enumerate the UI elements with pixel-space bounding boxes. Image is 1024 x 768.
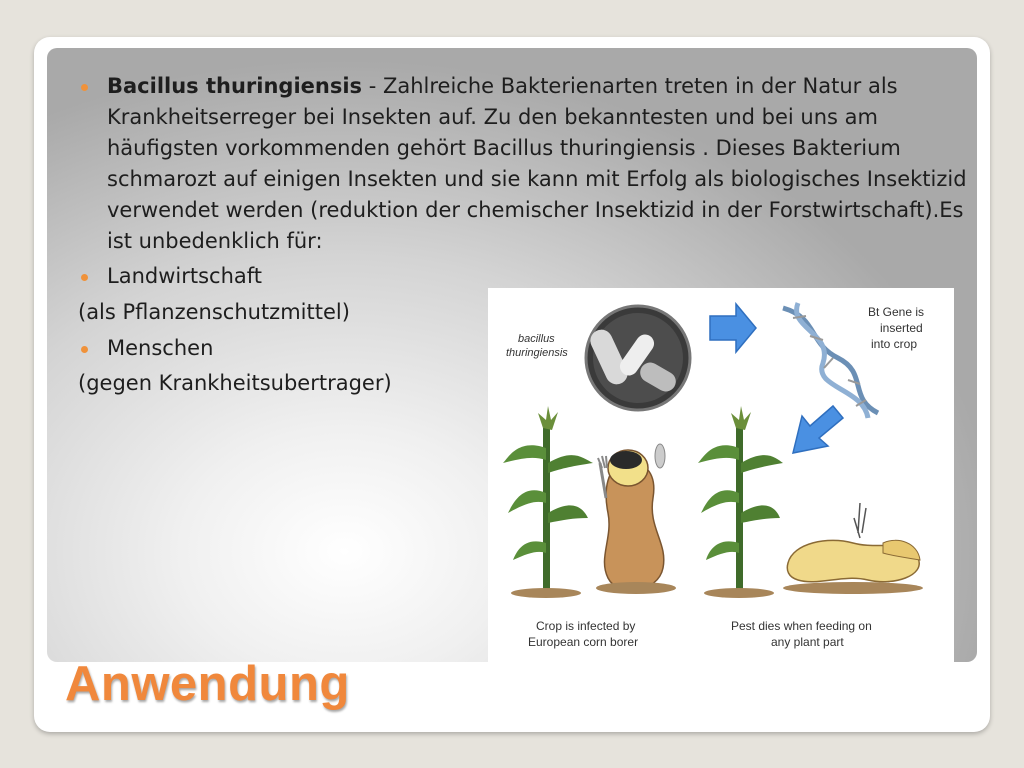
- dna-helix-icon: [783, 303, 878, 418]
- bullet-dot-icon: [81, 84, 88, 91]
- bullet-dot-icon: [81, 346, 88, 353]
- bullet-label: Menschen: [107, 336, 214, 360]
- sub-note-krankheit: (gegen Krankheitsubertrager): [78, 371, 392, 395]
- caption-left-line1: Crop is infected by: [536, 619, 636, 633]
- bullet-description: - Zahlreiche Bakterienarten treten in der Natur als Krankheitserreger bei Insekten auf. Zu den bekanntesten und bei uns am häufigsten vorkommenden gehört Bacillus thuringiensis . Dieses Bakterium schmarozt auf einigen Insekten und sie kann mit Erfolg als biologisches Insektizid verwendet werden (reduktion der chemischer Insektizid in der Forstwirtschaft).Es ist unbedenklich für:: [107, 74, 967, 253]
- caption-right-line1: Pest dies when feeding on: [731, 619, 872, 633]
- corn-plant-icon: [698, 406, 783, 598]
- sub-note-pflanzenschutz: (als Pflanzenschutzmittel): [78, 300, 350, 324]
- caption-right-line2: any plant part: [771, 635, 844, 649]
- caption-left-line2: European corn borer: [528, 635, 639, 649]
- gene-label-line2: inserted: [880, 321, 923, 335]
- bacillus-label-line2: thuringiensis: [506, 347, 568, 359]
- bullet-dot-icon: [81, 274, 88, 281]
- gene-label-line3: into crop: [871, 337, 918, 351]
- arrow-down-left-icon: [793, 406, 843, 453]
- corn-plant-icon: [503, 406, 593, 598]
- dead-larva-icon: [783, 503, 923, 594]
- bullet-bold-term: Bacillus thuringiensis: [107, 74, 363, 98]
- bt-crop-illustration: [488, 288, 954, 663]
- arrow-right-icon: [710, 304, 756, 352]
- slide-title: Anwendung: [65, 657, 350, 711]
- bullet-bacillus: [78, 71, 973, 257]
- gene-label-line1: Bt Gene is: [868, 305, 925, 319]
- bacteria-microscope-icon: [586, 306, 690, 410]
- bacillus-label-line1: bacillus: [518, 333, 555, 345]
- bullet-label: Landwirtschaft: [107, 264, 263, 288]
- corn-borer-larva-icon: [596, 444, 676, 594]
